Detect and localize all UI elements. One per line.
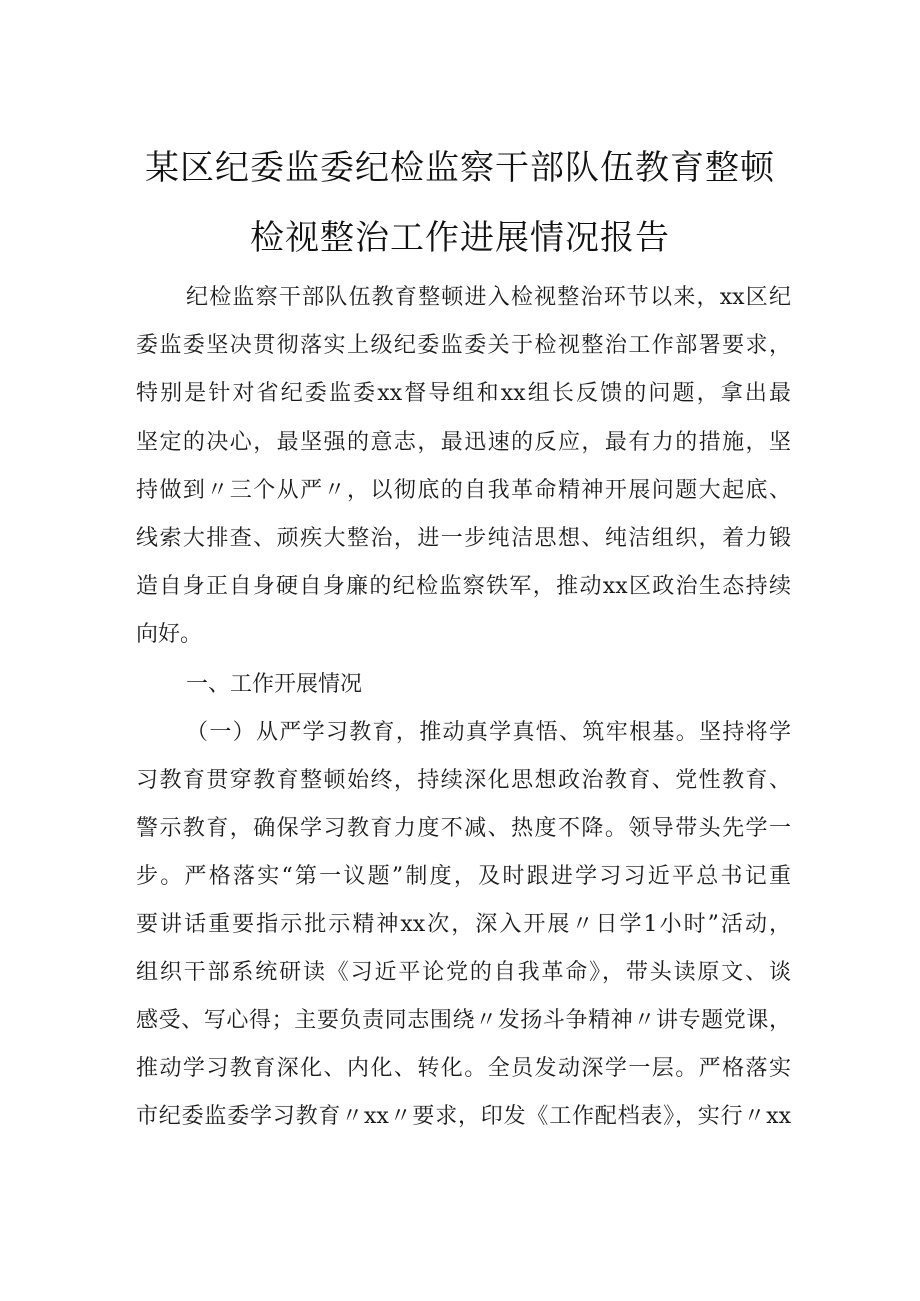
paragraph-line: 推动学习教育深化、内化、转化。全员发动深学一层。严格落实 xyxy=(136,1056,791,1081)
section-heading: 一、工作开展情况 xyxy=(186,672,363,697)
paragraph-line: 持做到〃三个从严〃，以彻底的自我革命精神开展问题大起底、 xyxy=(136,478,791,503)
paragraph-line: 向好。 xyxy=(136,622,203,647)
paragraph-line: 造自身正自身硬自身廉的纪检监察铁军，推动xx区政治生态持续 xyxy=(136,574,791,599)
paragraph-line: 市纪委监委学习教育〃xx〃要求，印发《工作配档表》，实行〃xx xyxy=(136,1104,791,1129)
paragraph-line: 坚定的决心，最坚强的意志，最迅速的反应，最有力的措施，坚 xyxy=(136,430,791,455)
paragraph-line: 线索大排查、顽疾大整治，进一步纯洁思想、纯洁组织，着力锻 xyxy=(136,526,791,551)
document-title-line-1: 某区纪委监委纪检监察干部队伍教育整顿 xyxy=(145,148,775,188)
paragraph-line: 纪检监察干部队伍教育整顿进入检视整治环节以来，xx区纪 xyxy=(186,285,791,310)
paragraph-line: 习教育贯穿教育整顿始终，持续深化思想政治教育、党性教育、 xyxy=(136,768,791,793)
paragraph-line: 特别是针对省纪委监委xx督导组和xx组长反馈的问题，拿出最 xyxy=(136,381,791,406)
paragraph-line: 要讲话重要指示批示精神xx次，深入开展〃日学1小时”活动， xyxy=(136,912,791,937)
paragraph-line: （一）从严学习教育，推动真学真悟、筑牢根基。坚持将学 xyxy=(186,720,791,745)
paragraph-line: 步。严格落实“第一议题”制度，及时跟进学习习近平总书记重 xyxy=(136,864,791,889)
paragraph-line: 警示教育，确保学习教育力度不减、热度不降。领导带头先学一 xyxy=(136,816,791,841)
paragraph-line: 感受、写心得；主要负责同志围绕〃发扬斗争精神〃讲专题党课， xyxy=(136,1008,791,1033)
document-title-line-2: 检视整治工作进展情况报告 xyxy=(250,218,670,258)
paragraph-line: 委监委坚决贯彻落实上级纪委监委关于检视整治工作部署要求， xyxy=(136,333,791,358)
paragraph-line: 组织干部系统研读《习近平论党的自我革命》，带头读原文、谈 xyxy=(136,960,791,985)
